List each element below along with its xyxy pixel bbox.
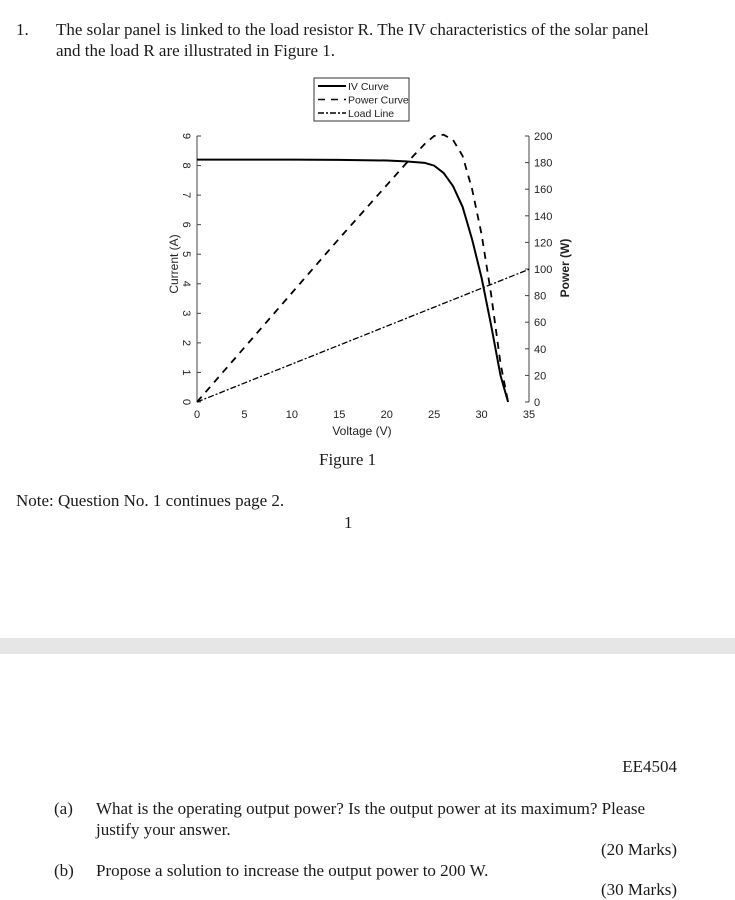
continuation-note: Note: Question No. 1 continues page 2. (16, 491, 285, 510)
part-a-label: (a) (54, 799, 73, 818)
y-left-tick-label: 2 (180, 339, 193, 346)
page-separator (0, 638, 735, 654)
series-load-line (197, 269, 529, 402)
y-left-tick-label: 9 (180, 132, 193, 140)
legend-label: Power Curve (348, 94, 409, 107)
y-left-tick-label: 0 (180, 398, 193, 406)
y-right-tick-label: 100 (534, 264, 553, 276)
part-a-text-line-2: justify your answer. (96, 820, 231, 839)
y-right-axis-label: Power (W) (558, 238, 572, 298)
part-a-text-line-1: What is the operating output power? Is the output power at its maximum? Please (96, 799, 646, 818)
legend-label: IV Curve (348, 81, 389, 93)
y-right-tick-label: 180 (534, 157, 553, 170)
x-tick-label: 30 (475, 409, 488, 421)
y-left-tick-label: 6 (180, 221, 193, 228)
part-b-marks: (30 Marks) (600, 880, 677, 899)
x-tick-label: 25 (428, 409, 441, 421)
question-number: 1. (16, 20, 29, 39)
y-left-tick-label: 5 (180, 251, 193, 258)
y-right-tick-label: 20 (534, 370, 547, 383)
y-left-tick-label: 7 (180, 192, 193, 199)
legend-label: Load Line (348, 108, 395, 120)
figure-caption: Figure 1 (319, 450, 377, 469)
series-iv-curve (197, 160, 508, 402)
y-right-tick-label: 120 (534, 237, 553, 250)
y-left-tick-label: 3 (180, 310, 193, 317)
series-power-curve (197, 135, 508, 402)
y-left-tick-label: 8 (180, 162, 193, 169)
part-b-label: (b) (54, 861, 74, 880)
x-tick-label: 20 (380, 409, 393, 421)
x-tick-label: 15 (333, 409, 346, 421)
y-right-tick-label: 60 (534, 317, 547, 330)
part-a-marks: (20 Marks) (600, 840, 677, 859)
y-right-tick-label: 140 (534, 210, 553, 223)
x-tick-label: 35 (522, 409, 536, 421)
x-tick-label: 0 (193, 409, 201, 421)
y-right-tick-label: 80 (534, 290, 547, 303)
question-text-line-1: The solar panel is linked to the load resistor R. The IV characteristics of the solar panel (56, 20, 649, 39)
y-left-tick-label: 1 (180, 369, 193, 376)
y-right-tick-label: 160 (534, 184, 553, 197)
course-code: EE4504 (622, 757, 677, 776)
x-axis-label: Voltage (V) (332, 424, 392, 438)
question-text-line-2: and the load R are illustrated in Figure 1. (56, 41, 336, 60)
y-right-tick-label: 200 (534, 131, 553, 143)
y-left-tick-label: 4 (180, 280, 193, 287)
x-tick-label: 10 (285, 409, 298, 421)
y-left-axis-label: Current (A) (167, 234, 181, 294)
page-number: 1 (344, 513, 353, 532)
y-right-tick-label: 40 (534, 343, 547, 356)
y-right-tick-label: 0 (534, 397, 541, 409)
x-tick-label: 5 (241, 409, 248, 421)
part-b-text: Propose a solution to increase the output power to 200 W. (96, 861, 489, 880)
